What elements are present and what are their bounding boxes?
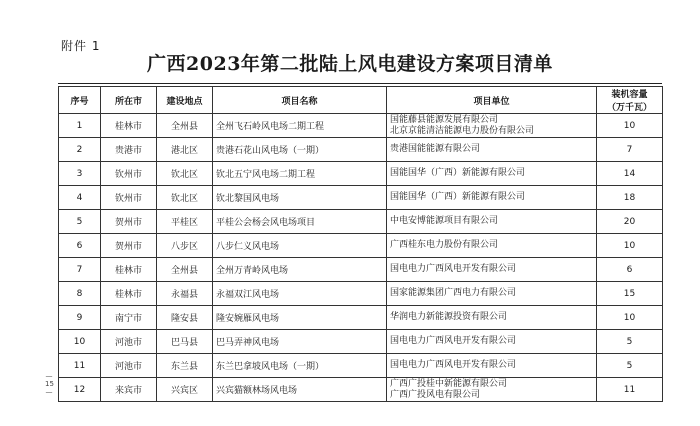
project-unit-line: 北京京能清洁能源电力股份有限公司 (390, 125, 535, 136)
cell-no: 8 (59, 282, 101, 306)
cell-project-name: 东兰巴拿坡风电场（一期） (213, 354, 387, 378)
cell-no: 6 (59, 234, 101, 258)
cell-city: 河池市 (101, 354, 157, 378)
project-unit-line: 广西广投桂中新能源有限公司 (390, 378, 508, 389)
cell-city: 贺州市 (101, 234, 157, 258)
cell-no: 7 (59, 258, 101, 282)
cell-project-name: 八步仁义风电场 (213, 234, 387, 258)
cell-city: 桂林市 (101, 282, 157, 306)
cell-no: 9 (59, 306, 101, 330)
cell-location: 全州县 (157, 114, 213, 138)
header-capacity-unit: （万千瓦） (606, 103, 652, 113)
cell-location: 全州县 (157, 258, 213, 282)
cell-project-unit (387, 186, 597, 210)
project-unit-line: 国能国华（广西）新能源有限公司 (390, 168, 526, 178)
header-city: 所在市 (101, 87, 157, 114)
attachment-label: 附件 1 (61, 39, 101, 53)
cell-capacity: 10 (597, 306, 663, 330)
project-unit-line: 国电电力广西风电开发有限公司 (390, 336, 517, 346)
cell-project-name: 永福双江风电场 (213, 282, 387, 306)
cell-project-name: 钦北五宁风电场二期工程 (213, 162, 387, 186)
table-row (59, 258, 663, 282)
cell-no: 12 (59, 378, 101, 402)
cell-capacity: 15 (597, 282, 663, 306)
cell-project-name: 全州飞石岭风电场二期工程 (213, 114, 387, 138)
header-project-unit: 项目单位 (387, 87, 597, 114)
cell-location: 巴马县 (157, 330, 213, 354)
project-unit-line: 国能国华（广西）新能源有限公司 (390, 192, 526, 202)
cell-project-unit (387, 234, 597, 258)
cell-capacity: 7 (597, 138, 663, 162)
cell-no: 3 (59, 162, 101, 186)
cell-location: 钦北区 (157, 162, 213, 186)
table-row (59, 354, 663, 378)
header-no: 序号 (59, 87, 101, 114)
table-row (59, 114, 663, 138)
cell-project-unit (387, 258, 597, 282)
cell-city: 南宁市 (101, 306, 157, 330)
cell-capacity: 6 (597, 258, 663, 282)
cell-project-unit (387, 330, 597, 354)
cell-no: 2 (59, 138, 101, 162)
cell-location: 永福县 (157, 282, 213, 306)
cell-location: 钦北区 (157, 186, 213, 210)
cell-location: 平桂区 (157, 210, 213, 234)
cell-project-unit (387, 306, 597, 330)
header-location: 建设地点 (157, 87, 213, 114)
cell-location: 东兰县 (157, 354, 213, 378)
document-title: 广西2023年第二批陆上风电建设方案项目清单 (147, 53, 553, 75)
cell-capacity: 5 (597, 330, 663, 354)
cell-city: 桂林市 (101, 114, 157, 138)
project-unit-line: 华润电力新能源投资有限公司 (390, 312, 508, 322)
cell-city: 贺州市 (101, 210, 157, 234)
project-unit-line: 广西桂东电力股份有限公司 (390, 240, 499, 250)
cell-location: 港北区 (157, 138, 213, 162)
cell-project-unit (387, 114, 597, 138)
project-unit-line: 国电电力广西风电开发有限公司 (390, 360, 517, 370)
page-number-mark: — 15 — (45, 372, 54, 396)
header-capacity (597, 87, 663, 114)
cell-city: 来宾市 (101, 378, 157, 402)
project-unit-line: 国家能源集团广西电力有限公司 (390, 288, 517, 298)
project-table (58, 86, 663, 402)
project-unit-line: 贵港国能能源有限公司 (390, 144, 481, 154)
table-row (59, 138, 663, 162)
cell-project-name: 兴宾猫额林场风电场 (213, 378, 387, 402)
cell-capacity: 10 (597, 114, 663, 138)
header-capacity-label: 装机容量 (611, 90, 648, 100)
table-row (59, 330, 663, 354)
cell-project-name: 钦北黎国风电场 (213, 186, 387, 210)
project-unit-line: 广西广投风电有限公司 (390, 389, 481, 400)
table-row (59, 378, 663, 402)
table-row (59, 210, 663, 234)
title-divider (58, 83, 662, 84)
cell-project-name: 隆安婉雁风电场 (213, 306, 387, 330)
cell-capacity: 14 (597, 162, 663, 186)
cell-capacity: 5 (597, 354, 663, 378)
table-row (59, 282, 663, 306)
project-unit-line: 国能藤县能源发展有限公司 (390, 114, 499, 125)
cell-city: 河池市 (101, 330, 157, 354)
table-header-row (59, 87, 663, 114)
cell-capacity: 18 (597, 186, 663, 210)
cell-project-unit (387, 210, 597, 234)
cell-location: 兴宾区 (157, 378, 213, 402)
table-row (59, 234, 663, 258)
cell-project-name: 贵港石花山风电场（一期） (213, 138, 387, 162)
cell-project-unit (387, 282, 597, 306)
cell-project-unit (387, 378, 597, 402)
project-unit-line: 中电安博能源项目有限公司 (390, 216, 499, 226)
cell-project-unit (387, 162, 597, 186)
cell-no: 10 (59, 330, 101, 354)
cell-project-name: 巴马弄神风电场 (213, 330, 387, 354)
cell-capacity: 20 (597, 210, 663, 234)
cell-no: 4 (59, 186, 101, 210)
cell-capacity: 11 (597, 378, 663, 402)
cell-location: 八步区 (157, 234, 213, 258)
cell-capacity: 10 (597, 234, 663, 258)
cell-project-unit (387, 354, 597, 378)
table-row (59, 306, 663, 330)
cell-city: 桂林市 (101, 258, 157, 282)
cell-no: 5 (59, 210, 101, 234)
header-project-name: 项目名称 (213, 87, 387, 114)
table-row (59, 162, 663, 186)
cell-city: 钦州市 (101, 186, 157, 210)
cell-no: 1 (59, 114, 101, 138)
cell-city: 钦州市 (101, 162, 157, 186)
cell-project-name: 平桂公会杨会风电场项目 (213, 210, 387, 234)
cell-project-name: 全州万青岭风电场 (213, 258, 387, 282)
project-unit-line: 国电电力广西风电开发有限公司 (390, 264, 517, 274)
cell-project-unit (387, 138, 597, 162)
table-row (59, 186, 663, 210)
cell-location: 隆安县 (157, 306, 213, 330)
cell-no: 11 (59, 354, 101, 378)
cell-city: 贵港市 (101, 138, 157, 162)
